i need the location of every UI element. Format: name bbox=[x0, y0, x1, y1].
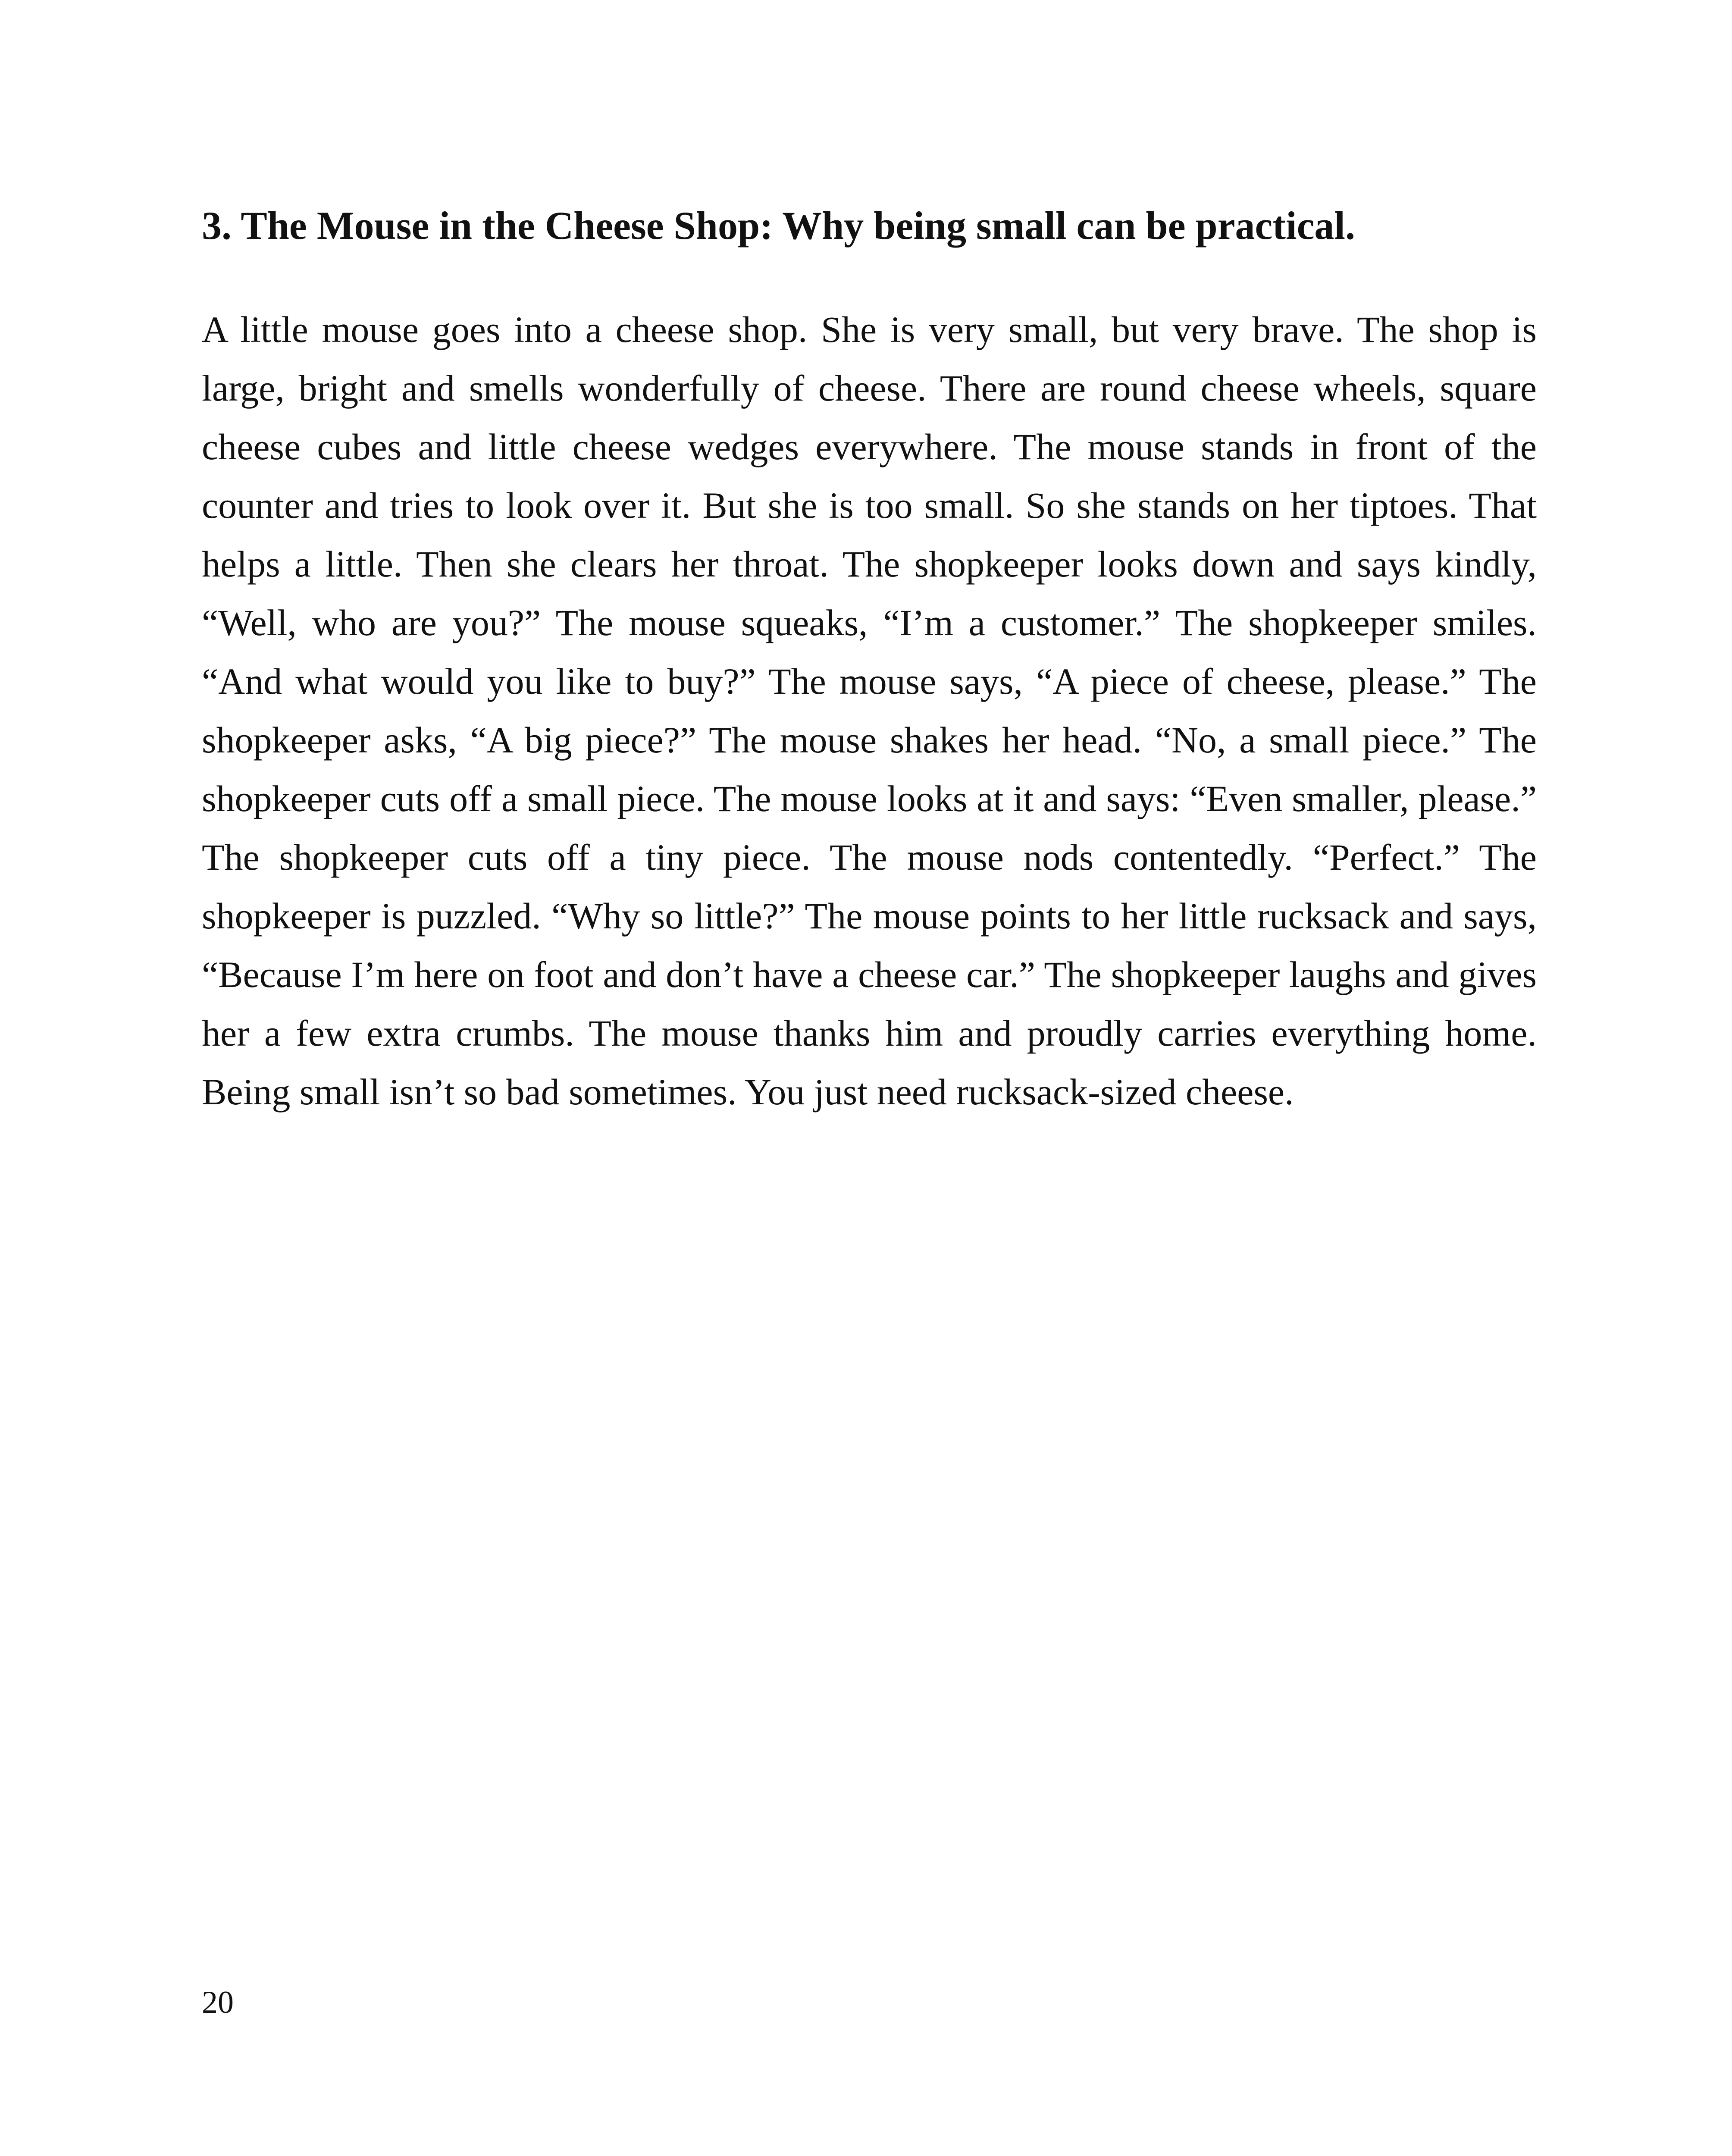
story-paragraph: A little mouse goes into a cheese shop. She is very small, but very brave. The shop is large, bright and smells wonderfully of cheese. There are round cheese wheels, square cheese cubes and little cheese wedges everywhere. The mouse stands in front of the counter and tries to look over it. But she is too small. So she stands on her tiptoes. That helps a little. Then she clears her throat. The shopkeeper looks down and says kindly, “Well, who are you?” The mouse squeaks, “I’m a customer.” The shopkeeper smiles. “And what would you like to buy?” The mouse says, “A piece of cheese, please.” The shopkeeper asks, “A big piece?” The mouse shakes her head. “No, a small piece.” The shopkeeper cuts off a small piece. The mouse looks at it and says: “Even smaller, please.” The shopkeeper cuts off a tiny piece. The mouse nods contentedly. “Perfect.” The shopkeeper is puzzled. “Why so little?” The mouse points to her little rucksack and says, “Because I’m here on foot and don’t have a cheese car.” The shopkeeper laughs and gives her a few extra crumbs. The mouse thanks him and proudly carries everything home. Being small isn’t so bad sometimes. You just need rucksack-sized cheese. bbox=[202, 309, 1537, 1112]
page-number: 20 bbox=[202, 1985, 234, 2020]
section-heading: 3. The Mouse in the Cheese Shop: Why being small can be practical. bbox=[202, 204, 1355, 248]
